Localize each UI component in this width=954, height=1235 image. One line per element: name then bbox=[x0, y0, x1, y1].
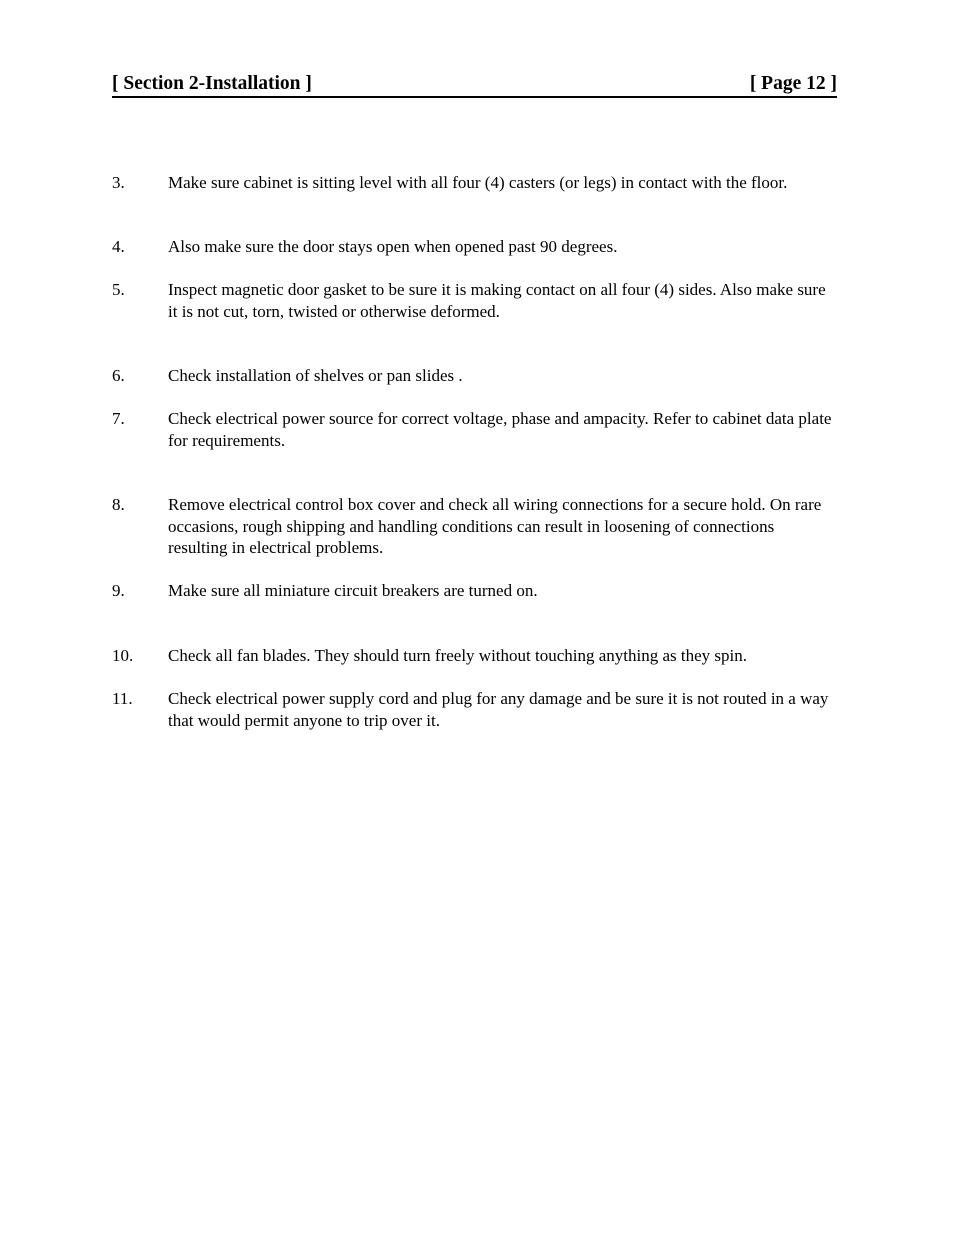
step-text: Make sure all miniature circuit breakers are turned on. bbox=[168, 581, 538, 600]
step-number: 11. bbox=[112, 689, 133, 708]
step-number: 9. bbox=[112, 581, 125, 600]
step-number: 10. bbox=[112, 646, 134, 665]
step-number: 5. bbox=[112, 280, 125, 299]
step-number: 8. bbox=[112, 495, 125, 514]
step-number: 4. bbox=[112, 237, 125, 256]
step-text: Also make sure the door stays open when opened past 90 degrees. bbox=[168, 237, 618, 256]
step-text: Remove electrical control box cover and check all wiring connections for a secure hold. On rare occasions, rough shipping and handling conditions can result in loosening of connections resulting in electrical problems. bbox=[168, 495, 822, 557]
step-text: Check electrical power source for correct voltage, phase and ampacity. Refer to cabinet data plate for requirements. bbox=[168, 409, 832, 450]
page-number: [ Page 12 ] bbox=[749, 73, 837, 94]
step-text: Make sure cabinet is sitting level with all four (4) casters (or legs) in contact with the floor. bbox=[168, 173, 788, 192]
page-header bbox=[112, 70, 837, 98]
step-number: 3. bbox=[112, 173, 125, 192]
step-text: Check electrical power supply cord and plug for any damage and be sure it is not routed in a way that would permit anyone to trip over it. bbox=[168, 689, 829, 730]
step-text: Check installation of shelves or pan slides . bbox=[168, 366, 463, 385]
step-number: 7. bbox=[112, 409, 125, 428]
step-text: Inspect magnetic door gasket to be sure it is making contact on all four (4) sides. Also make sure it is not cut, torn, twisted or otherwise deformed. bbox=[168, 280, 826, 321]
step-number: 6. bbox=[112, 366, 125, 385]
section-title: [ Section 2-Installation ] bbox=[112, 73, 312, 94]
step-text: Check all fan blades. They should turn freely without touching anything as they spin. bbox=[168, 646, 747, 665]
